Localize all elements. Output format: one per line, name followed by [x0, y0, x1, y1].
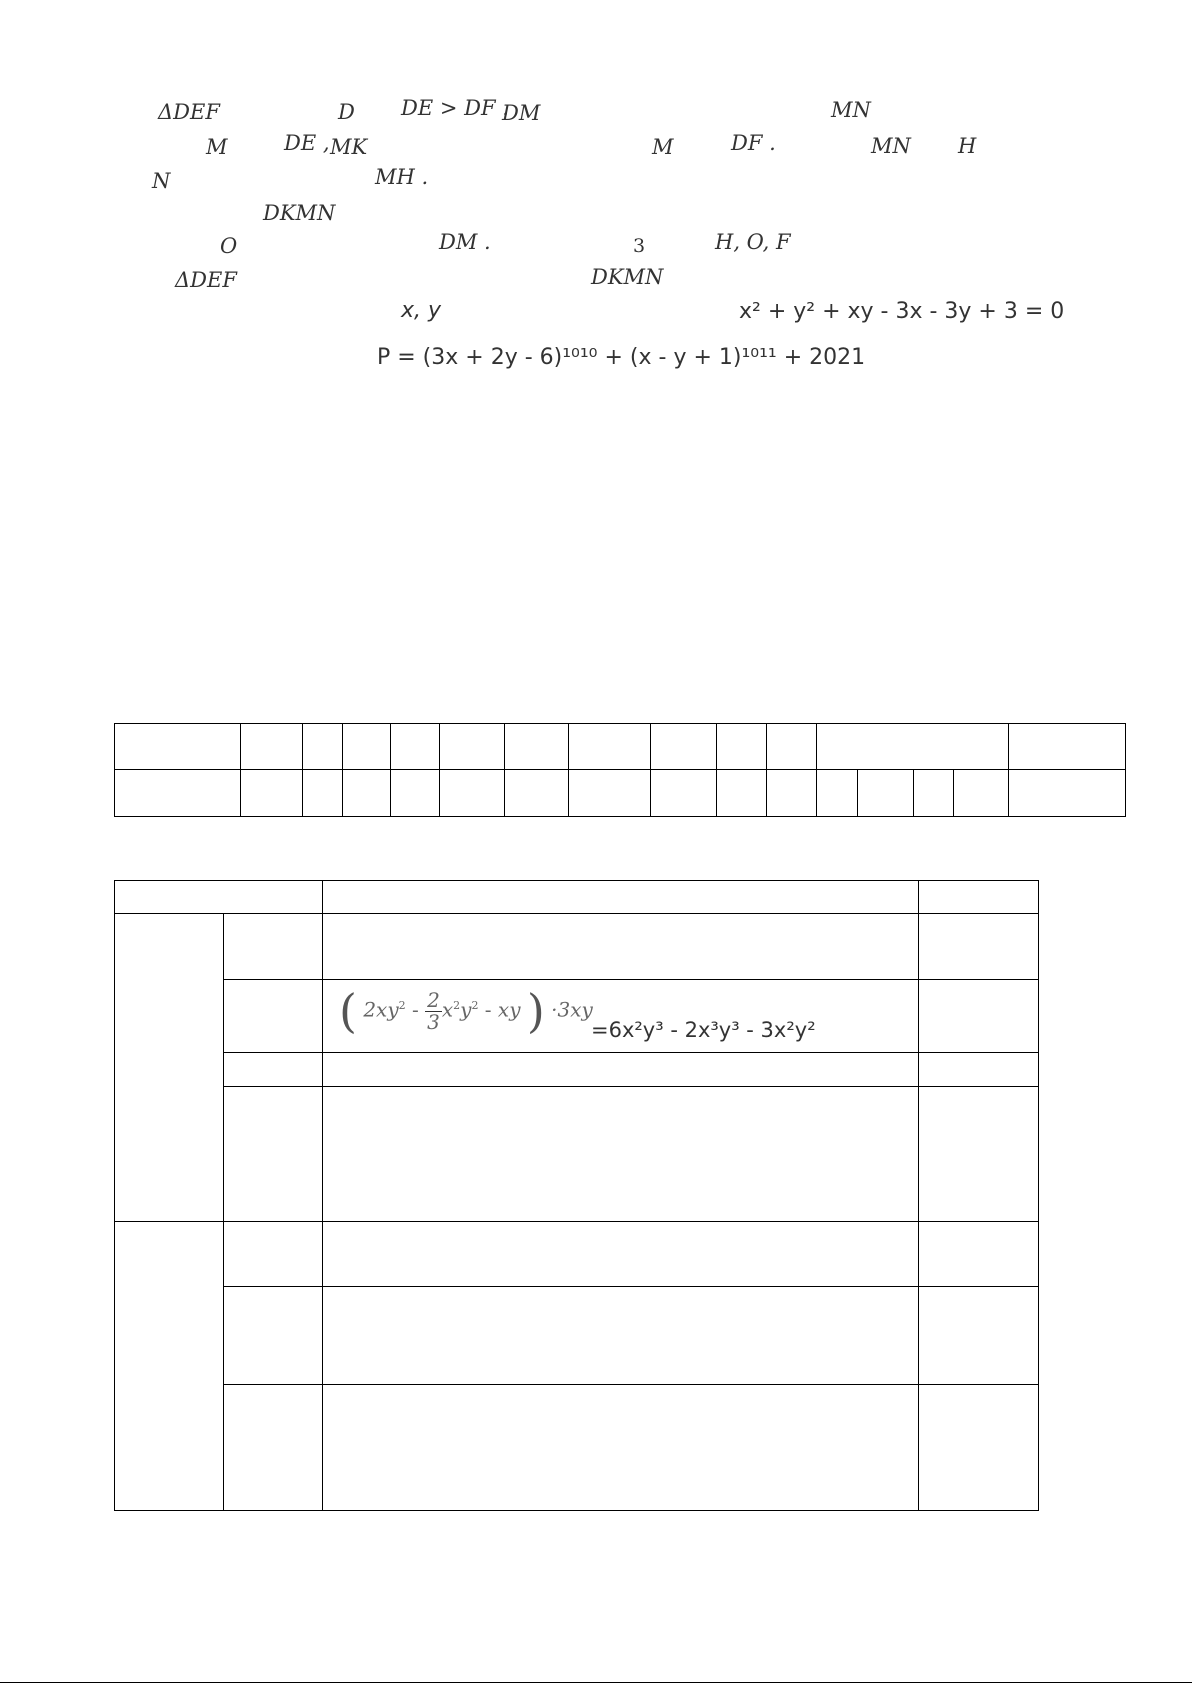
section-cell — [115, 1222, 224, 1511]
score-cell — [391, 770, 440, 817]
score-cell — [569, 724, 651, 770]
score-cell — [651, 724, 717, 770]
content-cell — [323, 1087, 919, 1222]
score-cell — [115, 724, 241, 770]
score-cell — [858, 770, 914, 817]
score-cell — [343, 770, 391, 817]
segment-mh: MH . — [375, 165, 429, 189]
minus-sign: - — [484, 997, 492, 1022]
fraction-numerator: 2 — [427, 987, 440, 1012]
score-cell — [115, 770, 241, 817]
content-cell — [323, 1287, 919, 1385]
score-cell — [241, 724, 303, 770]
content-cell — [323, 1222, 919, 1287]
score-table — [114, 723, 1126, 817]
points-cell — [919, 914, 1039, 980]
equation: x² + y² + xy - 3x - 3y + 3 = 0 — [739, 299, 1065, 324]
segment-mk: MK — [330, 135, 368, 159]
segment-mn: MN — [871, 134, 911, 158]
score-cell — [817, 770, 858, 817]
point-o: O — [220, 234, 238, 258]
point-n: N — [152, 169, 171, 193]
part-cell — [224, 1385, 323, 1511]
segment-dm: DM . — [439, 230, 491, 254]
minus-sign: - — [411, 997, 419, 1022]
paren-left: ( — [339, 984, 357, 1038]
content-cell — [323, 1385, 919, 1511]
score-cell — [505, 770, 569, 817]
score-cell — [440, 724, 505, 770]
part-cell — [224, 1222, 323, 1287]
header-cell — [323, 881, 919, 914]
triangle-def: ΔDEF — [158, 100, 220, 124]
part-cell — [224, 1087, 323, 1222]
expression-p: P = (3x + 2y - 6)¹⁰¹⁰ + (x - y + 1)¹⁰¹¹ + 2021 — [377, 345, 866, 370]
term-2xy: 2xy — [363, 997, 399, 1022]
points-cell — [919, 1087, 1039, 1222]
score-cell — [1009, 770, 1126, 817]
term-x: x — [441, 997, 454, 1022]
score-cell — [303, 724, 343, 770]
score-cell — [954, 770, 1009, 817]
vertex-d: D — [338, 100, 355, 124]
footer-divider — [0, 1682, 1192, 1683]
side-de: DE , — [284, 131, 330, 155]
side-df: DF . — [731, 131, 776, 155]
score-cell — [767, 770, 817, 817]
content-cell — [323, 914, 919, 980]
score-cell — [914, 770, 954, 817]
inequality-de-df: DE > DF . — [401, 96, 509, 120]
score-cell — [343, 724, 391, 770]
score-cell — [817, 724, 1009, 770]
term-y: y — [460, 997, 472, 1022]
variables-xy: x, y — [401, 298, 442, 323]
points-cell — [919, 1385, 1039, 1511]
score-cell — [717, 724, 767, 770]
header-cell — [919, 881, 1039, 914]
exponent: 2 — [453, 998, 461, 1012]
points-hof: H, O, F — [715, 230, 791, 254]
points-cell — [919, 1053, 1039, 1087]
point-m: M — [206, 135, 228, 159]
expansion-result: =6x²y³ - 2x³y³ - 3x²y² — [591, 1018, 816, 1042]
part-cell — [224, 980, 323, 1053]
part-cell — [224, 1287, 323, 1385]
part-cell — [224, 1053, 323, 1087]
score-cell — [241, 770, 303, 817]
score-cell — [391, 724, 440, 770]
triangle-def: ΔDEF — [175, 268, 237, 292]
fraction-denominator: 3 — [427, 1009, 440, 1034]
segment-dm: DM — [502, 101, 541, 125]
exponent: 2 — [398, 998, 406, 1012]
quad-dkmn: DKMN — [591, 265, 664, 289]
score-cell — [1009, 724, 1126, 770]
score-cell — [717, 770, 767, 817]
points-cell — [919, 1222, 1039, 1287]
section-cell — [115, 914, 224, 1222]
number-three: 3 — [633, 235, 646, 257]
part-cell — [224, 914, 323, 980]
quad-dkmn: DKMN — [263, 201, 336, 225]
score-cell — [651, 770, 717, 817]
content-cell — [323, 980, 919, 1053]
fraction — [425, 987, 442, 1034]
score-cell — [505, 724, 569, 770]
exponent: 2 — [471, 998, 479, 1012]
score-cell — [440, 770, 505, 817]
segment-mn: MN — [831, 98, 871, 122]
header-cell — [115, 881, 323, 914]
multiplier-3xy: ·3xy — [551, 997, 593, 1022]
term-xy: xy — [497, 997, 521, 1022]
score-cell — [303, 770, 343, 817]
points-cell — [919, 1287, 1039, 1385]
answer-table — [114, 880, 1039, 1511]
content-cell — [323, 1053, 919, 1087]
paren-right: ) — [526, 984, 545, 1038]
score-cell — [767, 724, 817, 770]
score-cell — [569, 770, 651, 817]
points-cell — [919, 980, 1039, 1053]
point-h: H — [958, 134, 977, 158]
point-m: M — [652, 135, 674, 159]
expansion-formula — [339, 984, 593, 1038]
